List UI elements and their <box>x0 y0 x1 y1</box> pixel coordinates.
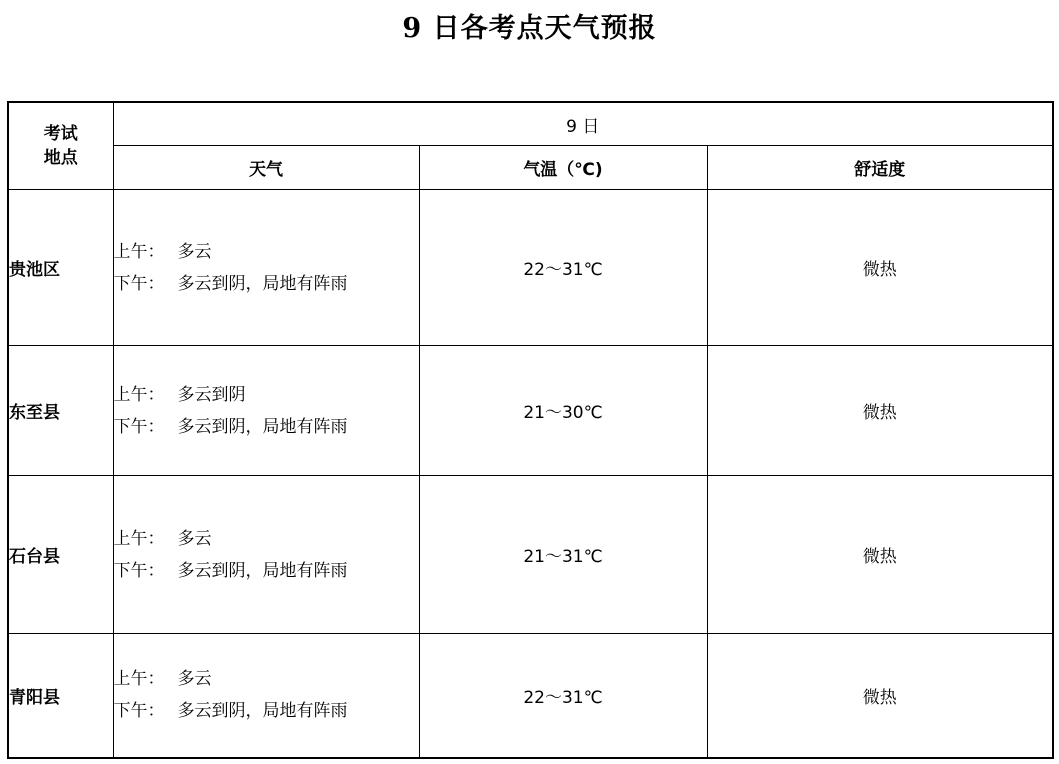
comfort-cell: 微热 <box>707 190 1053 346</box>
header-row-day <box>8 102 1053 146</box>
comfort-cell: 微热 <box>707 476 1053 634</box>
site-header-line-2: 地点 <box>43 148 78 168</box>
table-row <box>8 346 1053 476</box>
weather-am <box>114 523 419 555</box>
weather-cell <box>113 476 419 634</box>
weather-am <box>114 236 419 268</box>
am-label: 上午： <box>113 528 165 549</box>
weather-pm <box>114 555 419 587</box>
pm-value: 多云到阴，局地有阵雨 <box>177 416 348 437</box>
weather-cell <box>113 634 419 758</box>
weather-pm <box>114 268 419 300</box>
am-value: 多云 <box>177 528 212 549</box>
day-header: 9 日 <box>113 102 1053 146</box>
comfort-cell: 微热 <box>707 346 1053 476</box>
site-name: 东至县 <box>8 346 113 476</box>
pm-value: 多云到阴，局地有阵雨 <box>177 560 348 581</box>
am-label: 上午： <box>113 669 165 690</box>
site-name: 石台县 <box>8 476 113 634</box>
am-label: 上午： <box>113 384 165 405</box>
site-name: 青阳县 <box>8 634 113 758</box>
pm-value: 多云到阴，局地有阵雨 <box>177 701 348 722</box>
header-row-columns <box>8 146 1053 190</box>
pm-value: 多云到阴，局地有阵雨 <box>177 273 348 294</box>
site-header-line-1: 考试 <box>43 124 78 144</box>
weather-am <box>114 379 419 411</box>
weather-cell <box>113 190 419 346</box>
pm-label: 下午： <box>113 273 165 294</box>
table-row <box>8 634 1053 758</box>
comfort-column-header: 舒适度 <box>707 146 1053 190</box>
page-title: 9 日各考点天气预报 <box>402 13 657 44</box>
comfort-cell: 微热 <box>707 634 1053 758</box>
temperature-column-header: 气温（℃) <box>419 146 707 190</box>
site-column-header <box>8 102 113 190</box>
site-name: 贵池区 <box>8 190 113 346</box>
weather-am <box>114 663 419 695</box>
weather-pm <box>114 411 419 443</box>
temperature-cell: 22～31℃ <box>419 190 707 346</box>
temperature-cell: 22～31℃ <box>419 634 707 758</box>
table-row <box>8 476 1053 634</box>
weather-column-header: 天气 <box>113 146 419 190</box>
pm-label: 下午： <box>113 416 165 437</box>
pm-label: 下午： <box>113 560 165 581</box>
table-row <box>8 190 1053 346</box>
am-label: 上午： <box>113 241 165 262</box>
weather-cell <box>113 346 419 476</box>
pm-label: 下午： <box>113 701 165 722</box>
am-value: 多云 <box>177 241 212 262</box>
temperature-cell: 21～30℃ <box>419 346 707 476</box>
temperature-cell: 21～31℃ <box>419 476 707 634</box>
weather-pm <box>114 695 419 727</box>
forecast-table <box>7 101 1054 759</box>
am-value: 多云到阴 <box>177 384 246 405</box>
am-value: 多云 <box>177 669 212 690</box>
